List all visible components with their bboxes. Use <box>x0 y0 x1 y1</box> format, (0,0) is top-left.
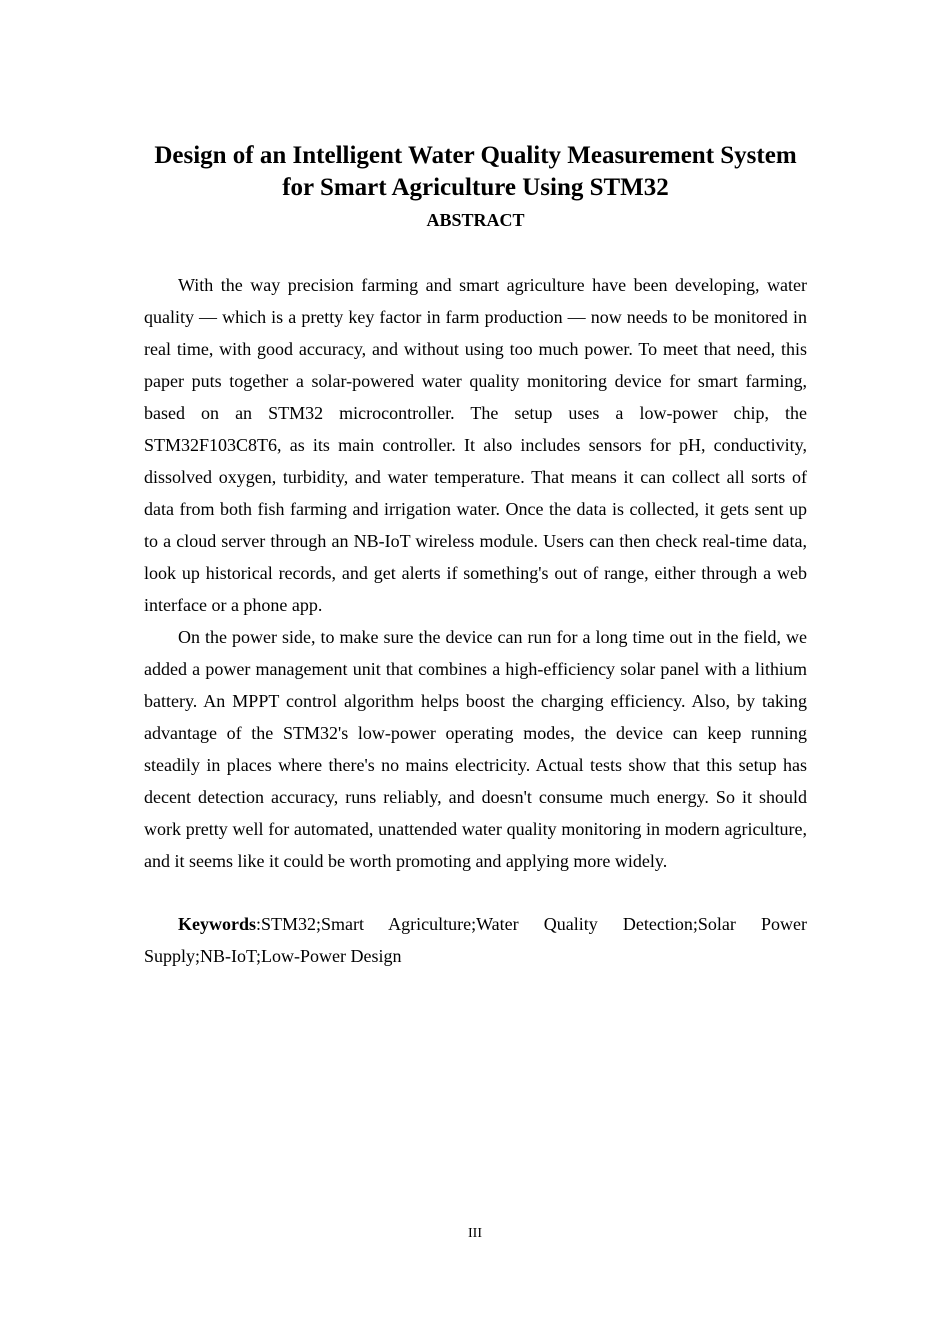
keywords-list: :STM32;Smart Agriculture;Water Quality Detection;Solar Power Supply;NB-IoT;Low-Power Design <box>144 914 807 966</box>
keywords-line <box>144 908 807 972</box>
title-line-2: for Smart Agriculture Using STM32 <box>282 174 669 201</box>
abstract-paragraph-1: With the way precision farming and smart agriculture have been developing, water quality — which is a pretty key factor in farm production — now needs to be monitored in real time, with good accuracy, and without using too much power. To meet that need, this paper puts together a solar-powered water quality monitoring device for smart farming, based on an STM32 microcontroller. The setup uses a low-power chip, the STM32F103C8T6, as its main controller. It also includes sensors for pH, conductivity, dissolved oxygen, turbidity, and water temperature. That means it can collect all sorts of data from both fish farming and irrigation water. Once the data is collected, it gets sent up to a cloud server through an NB-IoT wireless module. Users can then check real-time data, look up historical records, and get alerts if something's out of range, either through a web interface or a phone app. <box>144 275 807 615</box>
abstract-paragraph-2: On the power side, to make sure the device can run for a long time out in the field, we added a power management unit that combines a high-efficiency solar panel with a lithium battery. An MPPT control algorithm helps boost the charging efficiency. Also, by taking advantage of the STM32's low-power operating modes, the device can keep running steadily in places where there's no mains electricity. Actual tests show that this setup has decent detection accuracy, runs reliably, and doesn't consume much energy. So it should work pretty well for automated, unattended water quality monitoring in modern agriculture, and it seems like it could be worth promoting and applying more widely. <box>144 627 807 871</box>
abstract-body <box>144 269 807 877</box>
page-number: III <box>468 1226 482 1241</box>
abstract-heading: ABSTRACT <box>426 210 525 230</box>
abstract-page <box>144 140 807 972</box>
title-line-1: Design of an Intelligent Water Quality Measurement System <box>154 142 797 169</box>
document-title <box>144 140 807 204</box>
keywords-label: Keywords <box>178 914 256 934</box>
